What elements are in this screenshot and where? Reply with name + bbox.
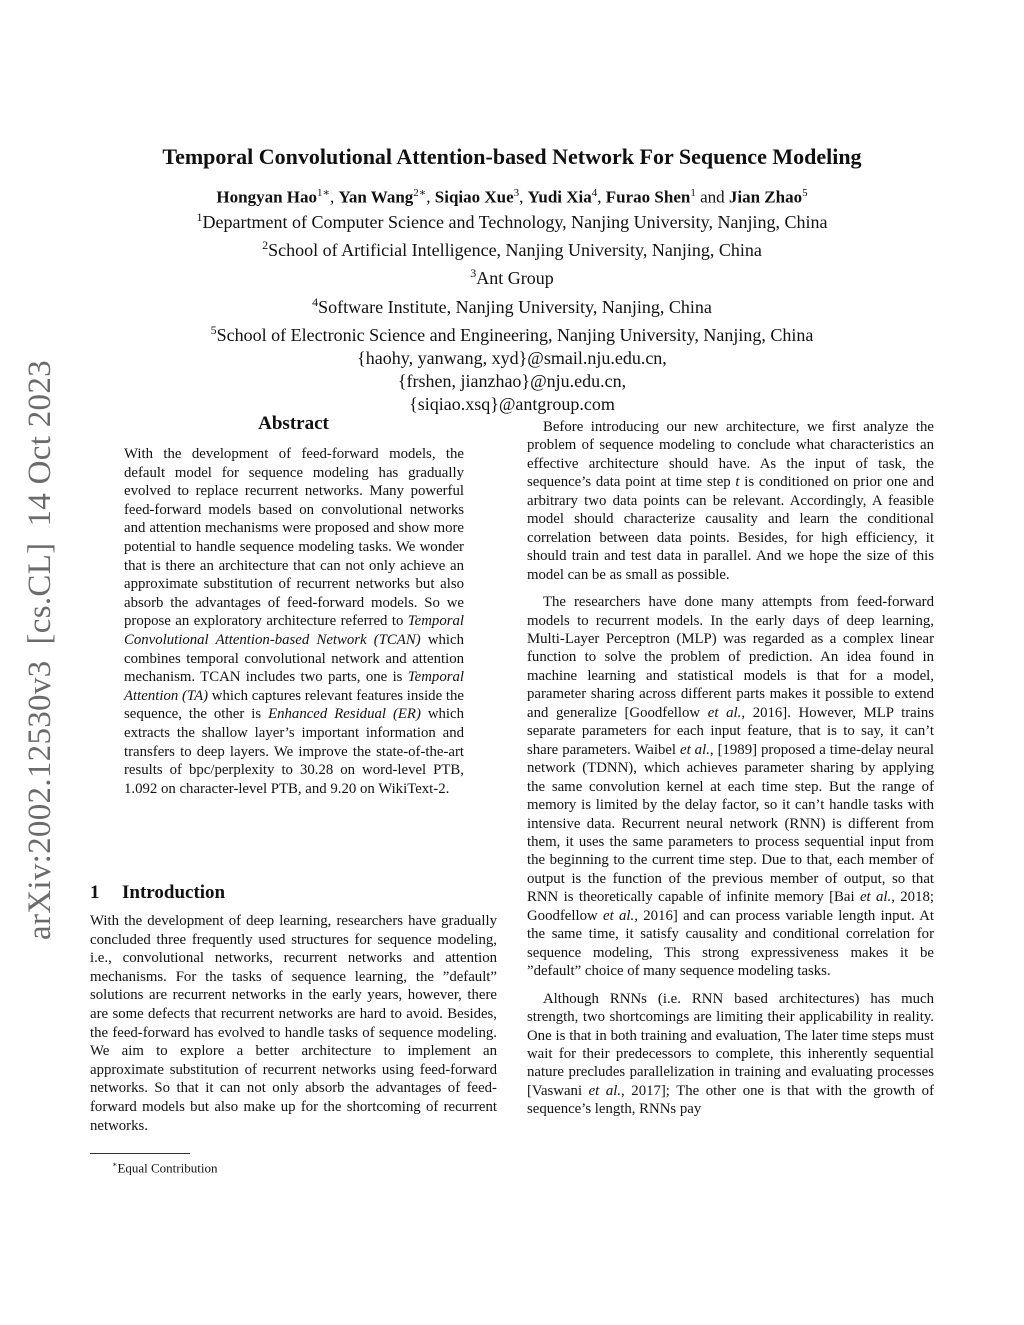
affiliation-line bbox=[90, 291, 934, 319]
affiliation-text: School of Artificial Intelligence, Nanjing University, Nanjing, China bbox=[268, 240, 762, 261]
affiliation-sup: 4 bbox=[312, 294, 319, 309]
text-run: Before introducing our new architecture, we first analyze the problem of sequence modeling to conclude what characteristics an effective architecture should have. As the input of task, the sequence’s data point at time step bbox=[527, 419, 934, 491]
paragraph bbox=[527, 990, 934, 1119]
section-heading bbox=[90, 882, 225, 904]
paper-title: Temporal Convolutional Attention-based Network For Sequence Modeling bbox=[162, 144, 862, 169]
abstract-emphasis: Temporal Convolutional Attention-based Network (TCAN) bbox=[124, 613, 464, 648]
math-variable: t bbox=[735, 474, 740, 491]
arxiv-id[interactable]: arXiv:2002.12530v3 bbox=[22, 660, 58, 940]
arxiv-date: 14 Oct 2023 bbox=[22, 360, 58, 527]
section-number: 1 bbox=[90, 882, 100, 903]
email-line[interactable]: {haohy, yanwang, xyd}@smail.nju.edu.cn, bbox=[357, 348, 667, 369]
arxiv-category: [cs.CL] bbox=[22, 542, 58, 645]
affiliation-sup: 1 bbox=[196, 210, 203, 224]
affiliation-text: Ant Group bbox=[476, 268, 554, 289]
author-name: Siqiao Xue bbox=[434, 187, 514, 207]
footnote-mark: ∗ bbox=[112, 1160, 118, 1169]
citation-etal: et al. bbox=[588, 1082, 622, 1099]
citation-etal: et al. bbox=[707, 704, 742, 721]
author-separator: , bbox=[597, 187, 602, 207]
author-and: and bbox=[700, 187, 725, 207]
author-name: Yudi Xia bbox=[527, 187, 592, 207]
footnote-rule bbox=[90, 1153, 190, 1154]
intro-paragraph bbox=[90, 912, 497, 1135]
paragraph: With the development of deep learning, researchers have gradually concluded three frequently used structures for sequence modeling, i.e., convolutional networks, recurrent networks and attention mechanisms. For the tasks of sequence learning, the ”default” solutions are recurrent networks in the early years, however, there are some defects that recurrent networks are hard to avoid. Besides, the feed-forward has evolved to handle tasks of sequence modeling. We aim to explore a better architecture to implement an approximate substitution of recurrent networks using feed-forward networks. So that it can not only absorb the advantages of feed-forward models but also make up for the shortcoming of recurrent networks. bbox=[90, 913, 497, 1134]
email-line[interactable]: {frshen, jianzhao}@nju.edu.cn, bbox=[397, 371, 627, 392]
abstract-body bbox=[124, 445, 464, 798]
author-sup: 1∗ bbox=[317, 187, 330, 199]
abstract-heading: Abstract bbox=[258, 413, 329, 434]
abstract-emphasis: Temporal Attention (TA) bbox=[124, 669, 464, 704]
right-column bbox=[527, 418, 934, 1128]
author-separator: , bbox=[426, 187, 431, 207]
citation-etal: et al. bbox=[680, 741, 710, 758]
text-run: Although RNNs (i.e. RNN based architectures) has much strength, two shortcomings are limiting their applicability in reality. One is that in both training and evaluation, The later time steps must wait for their predecessors to complete, this inherently sequential nature precludes parallelization in training and evaluating processes [Vaswani bbox=[527, 990, 934, 1099]
affiliation-text: School of Electronic Science and Engineering, Nanjing University, Nanjing, China bbox=[216, 324, 814, 345]
affiliation-sup: 2 bbox=[262, 238, 269, 253]
text-run: is conditioned on prior one and arbitrary two data points can be relevant. Accordingly, A feasible model should characterize causality and learn the conditional correlation between data points. Besides, for high efficiency, it should train and test data in parallel. And we hope the size of this model can be as small as possible. bbox=[527, 474, 934, 583]
affiliation-line bbox=[90, 206, 934, 234]
text-run: , [1989] proposed a time-delay neural network (TDNN), which achieves parameter sharing by applying the same convolution kernel at each time step. But the range of memory is limited by the delay factor, so it can’t handle tasks with intensive data. Recurrent neural network (RNN) is different from them, it uses the same parameters to process sequential input from the beginning to the current time step. Due to that, each member of output is the function of the previous member of output, so that RNN is theoretically capable of infinite memory [Bai bbox=[527, 741, 934, 906]
author-name: Hongyan Hao bbox=[216, 187, 317, 207]
author-sup: 2∗ bbox=[413, 187, 427, 199]
text-run: , 2017]; The other one is that with the growth of sequence’s length, RNNs pay bbox=[527, 1082, 934, 1118]
author-name: Furao Shen bbox=[605, 187, 691, 207]
abstract-text: With the development of feed-forward models, the default model for sequence modeling has gradually evolved to replace recurrent networks. Many powerful feed-forward models based on convolutional networks and attention mechanisms were proposed and show more potential to handle sequence modeling tasks. We wonder that is there an architecture that can not only achieve an approximate substitution of recurrent networks but also absorb the advantages of feed-forward models. So we propose an exploratory architecture referred to bbox=[124, 446, 464, 630]
abstract-text: which captures relevant features inside the sequence, the other is bbox=[124, 687, 464, 723]
footnote bbox=[112, 1160, 217, 1176]
author-sup: 5 bbox=[802, 187, 808, 199]
text-run: , 2018; Goodfellow bbox=[527, 889, 934, 924]
arxiv-stamp bbox=[22, 0, 59, 940]
affiliation-line bbox=[90, 319, 934, 347]
author-name: Jian Zhao bbox=[728, 187, 803, 207]
footnote-text: Equal Contribution bbox=[117, 1160, 218, 1176]
citation-etal: et al. bbox=[859, 889, 892, 906]
affiliation-text: Software Institute, Nanjing University, Nanjing, China bbox=[318, 296, 712, 317]
section-title: Introduction bbox=[122, 882, 226, 903]
text-run: , 2016] and can process variable length input. At the same time, it satisfy causality and conditional correlation for sequence modeling, This strong expressiveness makes it be ”default” choice of many sequence modeling tasks. bbox=[527, 907, 935, 980]
abstract-text: which extracts the shallow layer’s important information and transfers to deep layers. We improve the state-of-the-art results of bpc/perplexity to 30.28 on word-level PTB, 1.092 on character-level PTB, and 9.20 on WikiText-2. bbox=[124, 706, 465, 797]
author-name: Yan Wang bbox=[338, 187, 414, 207]
author-separator: , bbox=[519, 187, 524, 207]
affiliation-sup: 5 bbox=[210, 322, 217, 337]
abstract-text: which combines temporal convolutional network and attention mechanism. TCAN includes two parts, one is bbox=[124, 631, 464, 686]
affiliation-block bbox=[90, 206, 934, 417]
paragraph bbox=[527, 418, 934, 584]
affiliation-sup: 3 bbox=[470, 266, 477, 281]
abstract-emphasis: Enhanced Residual (ER) bbox=[268, 706, 421, 723]
affiliation-text: Department of Computer Science and Technology, Nanjing University, Nanjing, China bbox=[202, 212, 828, 232]
paragraph bbox=[527, 593, 934, 981]
email-line[interactable]: {siqiao.xsq}@antgroup.com bbox=[409, 394, 615, 415]
author-sup: 4 bbox=[591, 187, 598, 199]
author-list bbox=[90, 182, 934, 209]
affiliation-line bbox=[90, 234, 934, 262]
affiliation-line bbox=[90, 262, 934, 290]
author-sup: 1 bbox=[690, 187, 696, 199]
text-run: , 2016]. However, MLP trains separate parameters for each input feature, that is to say, it can’t share parameters. Waibel bbox=[527, 704, 934, 758]
author-separator: , bbox=[329, 187, 335, 207]
citation-etal: et al. bbox=[603, 907, 635, 924]
text-run: The researchers have done many attempts from feed-forward models to recurrent models. In the early days of deep learning, Multi-Layer Perceptron (MLP) was regarded as a complex linear function to solve the problem of prediction. An idea found in machine learning and statistical models is that for a model, parameter sharing across different parts makes it possible to extend and generalize [Goodfellow bbox=[527, 594, 934, 721]
author-sup: 3 bbox=[513, 187, 520, 199]
